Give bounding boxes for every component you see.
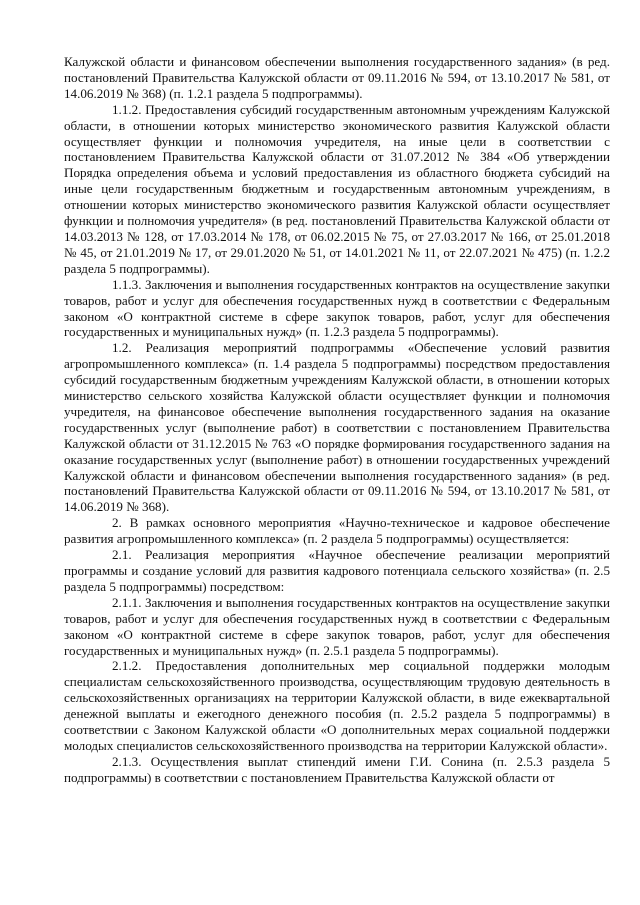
paragraph-1-2: 1.2. Реализация мероприятий подпрограммы «Обеспечение условий развития агропромышленного комплекса» (п. 1.4 раздела 5 подпрограммы) посредством предоставления субсидий государственным бюджетным учреждениям Калужской области, в отношении которых министерство сельского хозяйства Калужской области осуществляет функции и полномочия учредителя, на финансовое обеспечение выполнения государственного задания на оказание государственных услуг (выполнение работ) в соответствии с постановлением Правительства Калужской области от 31.12.2015 № 763 «О порядке формирования государственного задания на оказание государственных услуг (выполнение работ) в отношении государственных учреждений Калужской области и финансовом обеспечении выполнения государственного задания» (в ред. постановлений Правительства Калужской области от 09.11.2016 № 594, от 13.10.2017 № 581, от 14.06.2019 № 368). — [64, 340, 610, 515]
paragraph-2-1-2: 2.1.2. Предоставления дополнительных мер социальной поддержки молодым специалистам сельскохозяйственного производства, осуществляющим трудовую деятельность в сельскохозяйственных организациях на территории Калужской области, в виде ежеквартальной денежной выплаты и ежегодного денежного пособия (п. 2.5.2 раздела 5 подпрограммы) в соответствии с Законом Калужской области «О дополнительных мерах социальной поддержки молодых специалистов сельскохозяйственного производства на территории Калужской области». — [64, 658, 610, 753]
paragraph-2-1: 2.1. Реализация мероприятия «Научное обеспечение реализации мероприятий программы и создание условий для развития кадрового потенциала сельского хозяйства» (п. 2.5 раздела 5 подпрограммы) посредством: — [64, 547, 610, 594]
paragraph-1-1-3: 1.1.3. Заключения и выполнения государственных контрактов на осуществление закупки товаров, работ и услуг для обеспечения государственных нужд в соответствии с Федеральным законом «О контрактной системе в сфере закупок товаров, работ, услуг для обеспечения государственных и муниципальных нужд» (п. 1.2.3 раздела 5 подпрограммы). — [64, 276, 610, 340]
paragraph-continuation: Калужской области и финансовом обеспечении выполнения государственного задания» (в ред. постановлений Правительства Калужской области от 09.11.2016 № 594, от 13.10.2017 № 581, от 14.06.2019 № 368) (п. 1.2.1 раздела 5 подпрограммы). — [64, 54, 610, 101]
paragraph-2: 2. В рамках основного мероприятия «Научно-техническое и кадровое обеспечение развития агропромышленного комплекса» (п. 2 раздела 5 подпрограммы) осуществляется: — [64, 515, 610, 547]
paragraph-1-1-2: 1.1.2. Предоставления субсидий государственным автономным учреждениям Калужской области, в отношении которых министерство экономического развития Калужской области осуществляет функции и полномочия учредителя, на иные цели в соответствии с постановлением Правительства Калужской области от 31.07.2012 № 384 «Об утверждении Порядка определения объема и условий предоставления из областного бюджета субсидий на иные цели государственным бюджетным и государственным автономным учреждениям, в отношении которых министерство экономического развития Калужской области осуществляет функции и полномочия учредителя» (в ред. постановлений Правительства Калужской области от 14.03.2013 № 128, от 17.03.2014 № 178, от 06.02.2015 № 75, от 27.03.2017 № 166, от 25.01.2018 № 45, от 21.01.2019 № 17, от 29.01.2020 № 51, от 14.01.2021 № 11, от 22.07.2021 № 475) (п. 1.2.2 раздела 5 подпрограммы). — [64, 101, 610, 276]
paragraph-2-1-1: 2.1.1. Заключения и выполнения государственных контрактов на осуществление закупки товаров, работ и услуг для обеспечения государственных нужд в соответствии с Федеральным законом «О контрактной системе в сфере закупок товаров, работ, услуг для обеспечения государственных и муниципальных нужд» (п. 2.5.1 раздела 5 подпрограммы). — [64, 594, 610, 658]
paragraph-2-1-3: 2.1.3. Осуществления выплат стипендий имени Г.И. Сонина (п. 2.5.3 раздела 5 подпрограммы) в соответствии с постановлением Правительства Калужской области от — [64, 753, 610, 785]
